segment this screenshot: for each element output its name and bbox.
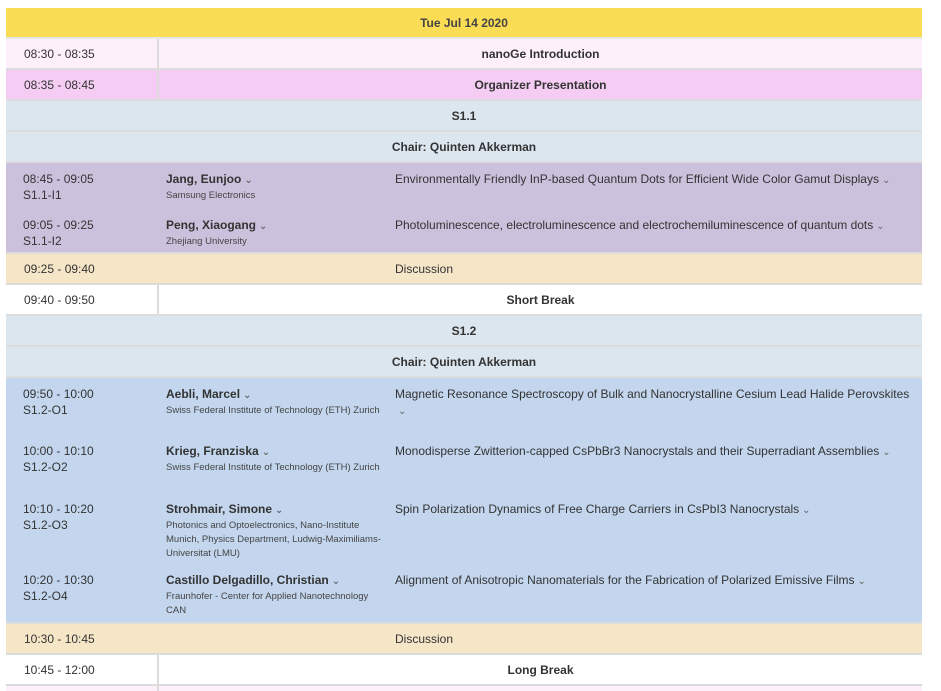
schedule-table	[6, 8, 922, 686]
talk-time-cell	[23, 443, 153, 475]
column-divider	[157, 686, 159, 691]
talk-code: S1.1-I1	[23, 188, 62, 202]
organizer-time: 08:35 - 08:45	[6, 70, 159, 99]
intro-title: nanoGe Introduction	[481, 46, 600, 61]
presenter-affiliation: Photonics and Optoelectronics, Nano-Institute Munich, Physics Department, Ludwig-Maximiliams-Universitat (LMU)	[166, 520, 381, 559]
session-talks-s12	[6, 378, 922, 624]
organizer-title: Organizer Presentation	[474, 77, 607, 92]
talk-code: S1.2-O2	[23, 460, 68, 474]
chevron-down-icon[interactable]: ⌄	[398, 406, 407, 417]
chevron-down-icon[interactable]: ⌄	[243, 390, 252, 401]
discussion-label: Discussion	[395, 261, 454, 276]
talk-time: 09:05 - 09:25	[23, 218, 94, 232]
talk-time-cell	[23, 217, 153, 249]
talk-time-cell	[23, 386, 153, 418]
talk-code: S1.1-I2	[23, 234, 62, 248]
talk-code: S1.2-O4	[23, 589, 68, 603]
discussion-row-s12	[6, 624, 922, 655]
discussion-row-s11	[6, 254, 922, 285]
talk-title[interactable]: Monodisperse Zwitterion-capped CsPbBr3 Nanocrystals and their Superradiant Assemblies	[395, 444, 880, 458]
presenter-name[interactable]: Peng, Xiaogang	[166, 218, 257, 232]
session-name: S1.2	[451, 323, 477, 338]
talk-time: 10:20 - 10:30	[23, 573, 94, 587]
session-header-s11	[6, 101, 922, 132]
long-break-row	[6, 655, 922, 686]
talk-title-cell[interactable]	[395, 501, 910, 519]
day-header	[6, 8, 922, 39]
session-chair-s12	[6, 347, 922, 378]
presenter-cell[interactable]	[166, 386, 386, 418]
session-name: S1.1	[451, 108, 477, 123]
next-row-partial	[6, 686, 922, 691]
chevron-down-icon[interactable]: ⌄	[331, 576, 341, 587]
talk-time: 10:10 - 10:20	[23, 502, 94, 516]
presenter-name[interactable]: Aebli, Marcel	[166, 387, 241, 401]
presenter-affiliation: Swiss Federal Institute of Technology (ETH) Zurich	[166, 405, 380, 416]
presenter-cell[interactable]	[166, 443, 386, 475]
day-header-label: Tue Jul 14 2020	[420, 15, 508, 30]
presenter-affiliation: Zhejiang University	[166, 236, 247, 247]
presenter-name[interactable]: Castillo Delgadillo, Christian	[166, 573, 329, 587]
session-header-s12	[6, 316, 922, 347]
talk-title[interactable]: Spin Polarization Dynamics of Free Charge Carriers in CsPbI3 Nanocrystals	[395, 502, 800, 516]
presenter-affiliation: Swiss Federal Institute of Technology (ETH) Zurich	[166, 462, 380, 473]
chevron-down-icon[interactable]: ⌄	[857, 576, 866, 587]
talk-time: 10:00 - 10:10	[23, 444, 94, 458]
session-chair: Chair: Quinten Akkerman	[391, 354, 537, 369]
short-break-title: Short Break	[506, 292, 575, 307]
presenter-cell[interactable]	[166, 501, 386, 561]
talk-time-cell	[23, 501, 153, 533]
talk-time: 08:45 - 09:05	[23, 172, 94, 186]
long-break-time: 10:45 - 12:00	[6, 655, 159, 684]
chevron-down-icon[interactable]: ⌄	[881, 175, 891, 186]
presenter-affiliation: Samsung Electronics	[166, 190, 256, 201]
presenter-name[interactable]: Krieg, Franziska	[166, 444, 259, 458]
talk-code: S1.2-O3	[23, 518, 68, 532]
discussion-time: 10:30 - 10:45	[24, 631, 95, 646]
organizer-row	[6, 70, 922, 101]
chevron-down-icon[interactable]: ⌄	[244, 175, 253, 186]
talk-title[interactable]: Magnetic Resonance Spectroscopy of Bulk and Nanocrystalline Cesium Lead Halide Perovskites	[395, 387, 910, 401]
presenter-cell[interactable]	[166, 217, 386, 249]
talk-title[interactable]: Alignment of Anisotropic Nanomaterials for the Fabrication of Polarized Emissive Films	[395, 573, 855, 587]
presenter-cell[interactable]	[166, 171, 386, 203]
chevron-down-icon[interactable]: ⌄	[259, 221, 268, 232]
chevron-down-icon[interactable]: ⌄	[876, 221, 885, 232]
presenter-name[interactable]: Jang, Eunjoo	[166, 172, 242, 186]
short-break-time: 09:40 - 09:50	[6, 285, 159, 314]
session-talks-s11	[6, 163, 922, 254]
long-break-title: Long Break	[507, 662, 574, 677]
session-chair: Chair: Quinten Akkerman	[391, 139, 537, 154]
discussion-time: 09:25 - 09:40	[24, 261, 95, 276]
talk-title-cell[interactable]	[395, 217, 910, 235]
talk-title-cell[interactable]	[395, 572, 910, 590]
talk-time-cell	[23, 171, 153, 203]
talk-title-cell[interactable]	[395, 443, 910, 461]
presenter-affiliation: Fraunhofer - Center for Applied Nanotechnology CAN	[166, 591, 369, 616]
talk-code: S1.2-O1	[23, 403, 68, 417]
chevron-down-icon[interactable]: ⌄	[275, 505, 284, 516]
discussion-label: Discussion	[395, 631, 454, 646]
chevron-down-icon[interactable]: ⌄	[261, 447, 271, 458]
intro-time: 08:30 - 08:35	[6, 39, 159, 68]
presenter-cell[interactable]	[166, 572, 386, 618]
talk-title[interactable]: Photoluminescence, electroluminescence and electrochemiluminescence of quantum dots	[395, 218, 874, 232]
chevron-down-icon[interactable]: ⌄	[882, 447, 891, 458]
chevron-down-icon[interactable]: ⌄	[802, 505, 811, 516]
talk-title-cell[interactable]	[395, 386, 910, 420]
intro-row	[6, 39, 922, 70]
presenter-name[interactable]: Strohmair, Simone	[166, 502, 273, 516]
talk-time: 09:50 - 10:00	[23, 387, 94, 401]
talk-title-cell[interactable]	[395, 171, 910, 189]
session-chair-s11	[6, 132, 922, 163]
talk-time-cell	[23, 572, 153, 604]
talk-title[interactable]: Environmentally Friendly InP-based Quantum Dots for Efficient Wide Color Gamut Displays	[395, 172, 879, 186]
short-break-row	[6, 285, 922, 316]
